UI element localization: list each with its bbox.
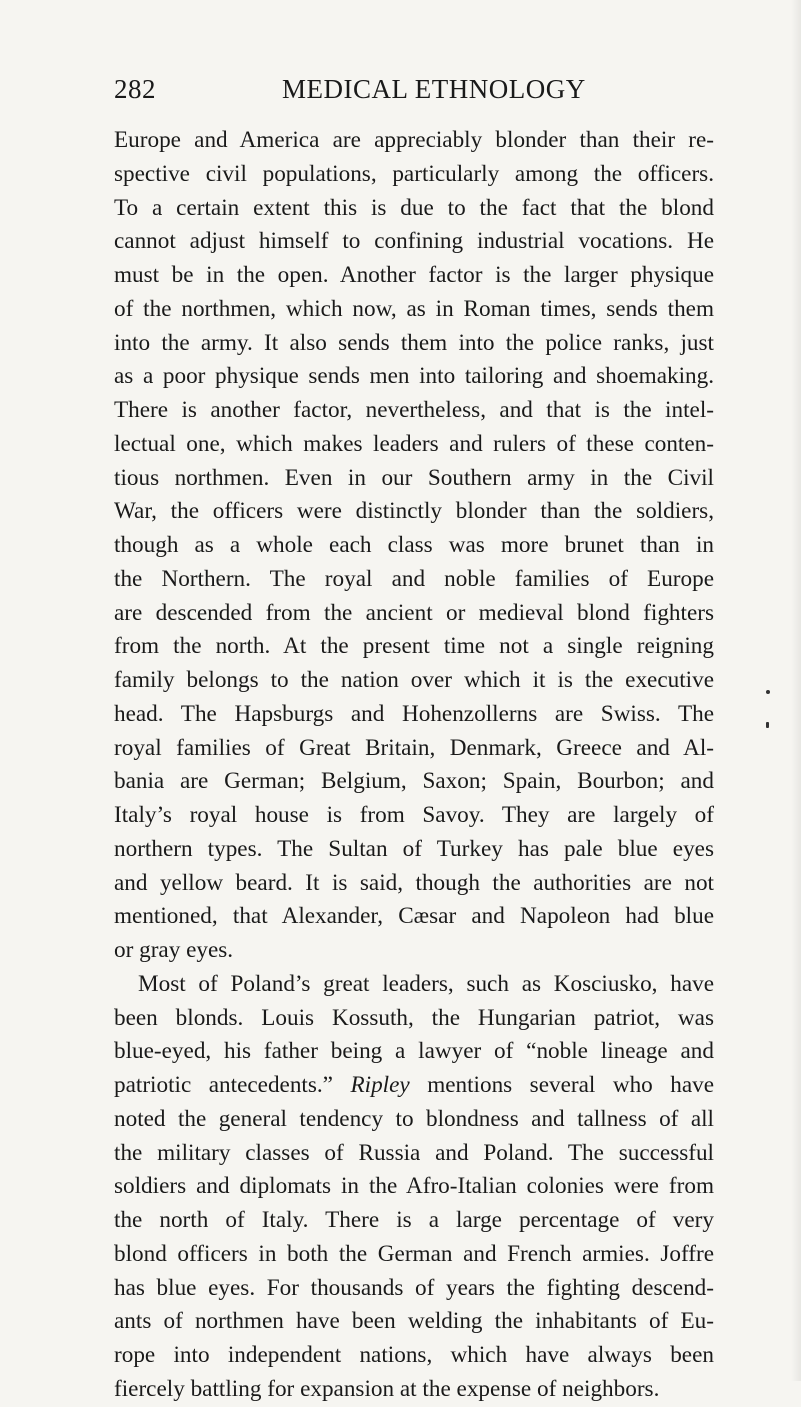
text-line: has blue eyes. For thousands of years the fighting descend- bbox=[114, 1274, 714, 1301]
text-line: from the north. At the present time not a single reigning bbox=[114, 633, 714, 660]
paragraph-end-line: fiercely battling for expansion at the expense of neighbors. bbox=[114, 1375, 660, 1402]
text-line: as a poor physique sends men into tailoring and shoemaking. bbox=[114, 363, 714, 390]
text-line: must be in the open. Another factor is the larger physique bbox=[114, 262, 714, 288]
text-line: spective civil populations, particularly among the officers. bbox=[114, 160, 714, 187]
paragraph-first-line: Most of Poland’s great leaders, such as Kosciusko, have bbox=[138, 970, 714, 997]
text-line: rope into independent nations, which have always been bbox=[114, 1342, 714, 1368]
text-segment: mentions several who have bbox=[427, 1072, 714, 1098]
text-line: lectual one, which makes leaders and rulers of these conten- bbox=[114, 430, 714, 457]
text-line: been blonds. Louis Kossuth, the Hungarian patriot, was bbox=[114, 1004, 714, 1031]
text-line: the military classes of Russia and Poland. The successful bbox=[114, 1139, 714, 1166]
text-line: northern types. The Sultan of Turkey has pale blue eyes bbox=[114, 835, 714, 862]
text-line: and yellow beard. It is said, though the authorities are not bbox=[114, 869, 714, 896]
text-line: into the army. It also sends them into the police ranks, just bbox=[114, 329, 714, 356]
text-line: Europe and America are appreciably blonder than their re- bbox=[114, 127, 714, 153]
text-line: soldiers and diplomats in the Afro-Italian colonies were from bbox=[114, 1173, 714, 1200]
text-line: tious northmen. Even in our Southern army in the Civil bbox=[114, 464, 714, 491]
text-line: Italy’s royal house is from Savoy. They are largely of bbox=[114, 802, 714, 828]
text-line: royal families of Great Britain, Denmark, Greece and Al- bbox=[114, 734, 714, 761]
text-line: cannot adjust himself to confining industrial vocations. He bbox=[114, 228, 714, 255]
margin-dot-mark bbox=[766, 690, 770, 694]
text-line: are descended from the ancient or medieval blond fighters bbox=[114, 599, 714, 626]
text-line: blond officers in both the German and French armies. Joffre bbox=[114, 1240, 714, 1267]
text-line-with-citation bbox=[114, 1069, 714, 1103]
text-line: family belongs to the nation over which it is the executive bbox=[114, 667, 714, 693]
text-segment: patriotic antecedents.” bbox=[114, 1072, 333, 1098]
text-line: To a certain extent this is due to the fact that the blond bbox=[114, 194, 714, 221]
text-line: There is another factor, nevertheless, and that is the intel- bbox=[114, 397, 714, 423]
cited-author-ripley: Ripley bbox=[350, 1072, 410, 1098]
text-line: of the northmen, which now, as in Roman times, sends them bbox=[114, 295, 714, 322]
text-line: ants of northmen have been welding the inhabitants of Eu- bbox=[114, 1308, 714, 1335]
page-edge-shadow bbox=[791, 0, 801, 1381]
paragraph-end-line: or gray eyes. bbox=[114, 937, 234, 963]
running-head: MEDICAL ETHNOLOGY bbox=[282, 74, 586, 104]
text-line: War, the officers were distinctly blonder than the soldiers, bbox=[114, 498, 714, 525]
body-text bbox=[114, 124, 714, 1407]
margin-tick-mark bbox=[766, 722, 769, 728]
text-line: noted the general tendency to blondness and tallness of all bbox=[114, 1105, 714, 1132]
page-number: 282 bbox=[114, 74, 156, 104]
text-line: the Northern. The royal and noble families of Europe bbox=[114, 565, 714, 592]
page-header bbox=[114, 72, 714, 106]
text-line: head. The Hapsburgs and Hohenzollerns are Swiss. The bbox=[114, 700, 714, 727]
text-line: the north of Italy. There is a large percentage of very bbox=[114, 1207, 714, 1233]
text-line: though as a whole each class was more brunet than in bbox=[114, 532, 714, 558]
text-line: mentioned, that Alexander, Cæsar and Napoleon had blue bbox=[114, 903, 714, 930]
text-line: bania are German; Belgium, Saxon; Spain, Bourbon; and bbox=[114, 768, 714, 795]
text-line: blue-eyed, his father being a lawyer of “noble lineage and bbox=[114, 1038, 714, 1065]
